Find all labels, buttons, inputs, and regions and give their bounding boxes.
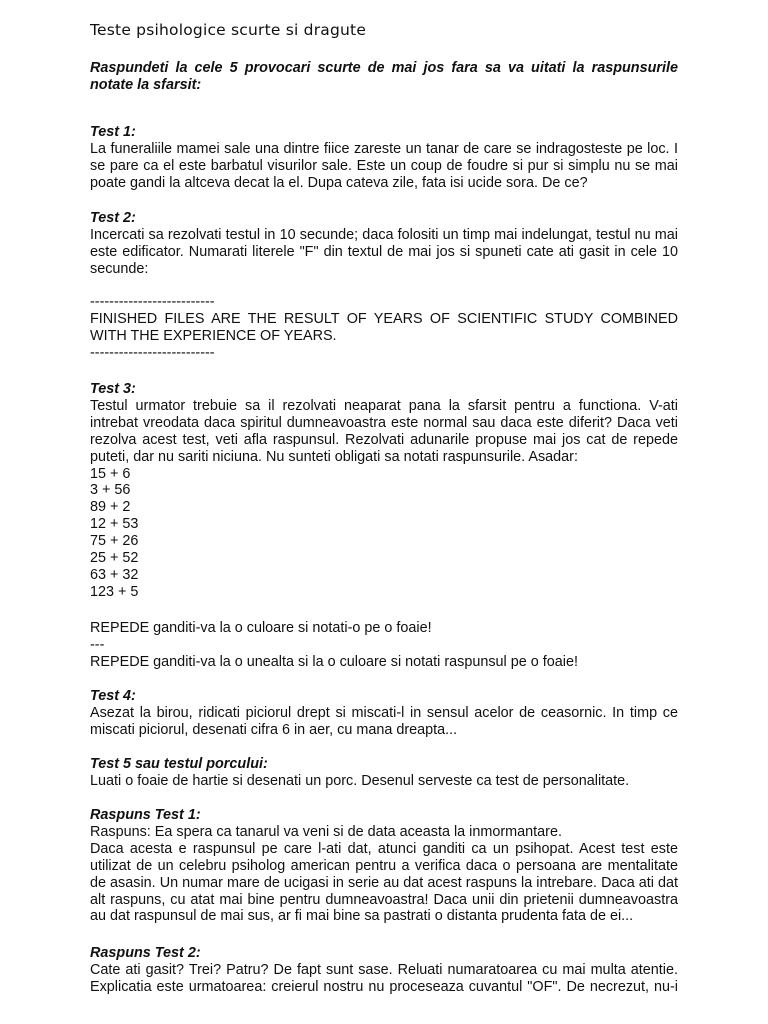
answer-2-section: [90, 945, 678, 996]
instruction-color: REPEDE ganditi-va la o culoare si notati-o pe o foaie!: [90, 620, 432, 636]
sum-item: 75 + 26: [90, 533, 139, 550]
answer-1-line: Raspuns: Ea spera ca tanarul va veni si de data aceasta la inmormantare.: [90, 823, 562, 840]
test-4-text: Asezat la birou, ridicati piciorul drept si miscati-l in sensul acelor de ceasornic. In timp ce miscati piciorul, desenati cifra 6 in aer, cu mana dreapta...: [90, 704, 678, 738]
test-1-section: [90, 124, 678, 192]
answer-1-heading: Raspuns Test 1:: [90, 807, 201, 823]
test-1-text: La funeraliile mamei sale una dintre fiice zareste un tanar de care se indragosteste pe loc. I se pare ca el este barbatul visurilor sale. Este un coup de foudre si pur si simplu nu se mai poate gandi la altceva decat la el. Dupa cateva zile, fata isi ucide sora. De ce?: [90, 140, 678, 191]
quote-line-1: FINISHED FILES ARE THE RESULT OF YEARS OF SCIENTIFIC STUDY COMBINED: [90, 310, 678, 327]
sum-item: 25 + 52: [90, 550, 139, 567]
sum-item: 63 + 32: [90, 566, 139, 583]
test-3-heading: Test 3:: [90, 381, 136, 397]
test-3-text: Testul urmator trebuie sa il rezolvati neaparat pana la sfarsit pentru a functiona. V-ati intrebat vreodata daca spiritul dumneavoastra este normal sau daca este diferit? Daca veti rezolva acest test, veti afla raspunsul. Rezolvati adunarile propuse mai jos cat de repede puteti, dar nu sariti niciuna. Nu sunteti obligati sa notati raspunsurile. Asadar:: [90, 397, 678, 465]
quote-line-2: WITH THE EXPERIENCE OF YEARS.: [90, 327, 337, 344]
test-5-text: Luati o foaie de hartie si desenati un porc. Desenul serveste ca test de personalitate.: [90, 772, 630, 789]
sum-item: 15 + 6: [90, 465, 131, 482]
test-4-section: [90, 688, 678, 739]
answer-1-text: Daca acesta e raspunsul pe care l-ati dat, atunci ganditi ca un psihopat. Acest test este utilizat de un celebru psiholog american pentru a verifica daca o persoana are mentalitate de asasin. Un numar mare de ucigasi in serie au dat acest raspuns la intrebare. Daca ati dat alt raspuns, cu atat mai bine pentru dumneavoastra! Daca unii din prietenii dumneavoastra au dat raspunsul de mai sus, ar fi mai bine sa pastrati o distanta prudenta fata de ei...: [90, 840, 678, 925]
answer-1-section: [90, 807, 678, 925]
divider-bottom: --------------------------: [90, 344, 215, 361]
instruction-tool-color: REPEDE ganditi-va la o unealta si la o culoare si notati raspunsul pe o foaie!: [90, 653, 578, 670]
divider-top: --------------------------: [90, 294, 215, 310]
test-2-heading: Test 2:: [90, 210, 136, 226]
test-2-section: [90, 210, 678, 278]
sum-item: 3 + 56: [90, 482, 131, 499]
test-3-instructions: [90, 620, 678, 671]
document-title: Teste psihologice scurte si dragute: [90, 21, 367, 39]
answer-2-heading: Raspuns Test 2:: [90, 945, 201, 961]
intro-text: Raspundeti la cele 5 provocari scurte de mai jos fara sa va uitati la raspunsurile notate la sfarsit:: [90, 60, 678, 93]
test-4-heading: Test 4:: [90, 688, 136, 704]
answer-2-line-2: Explicatia este urmatoarea: creierul nostru nu proceseaza cuvantul "OF". De necrezut, nu-i: [90, 978, 678, 995]
test-3-section: [90, 381, 678, 601]
test-2-text: Incercati sa rezolvati testul in 10 secunde; daca folositi un timp mai indelungat, testul nu mai este edificator. Numarati literele "F" din textul de mai jos si spuneti cate ati gasit in cele 10 secunde:: [90, 226, 678, 277]
document-page: [90, 0, 678, 1024]
answer-2-line-1: Cate ati gasit? Trei? Patru? De fapt sunt sase. Reluati numaratoarea cu mai multa atentie.: [90, 961, 678, 978]
sum-item: 12 + 53: [90, 516, 139, 533]
test-5-heading: Test 5 sau testul porcului:: [90, 756, 268, 772]
sum-item: 89 + 2: [90, 499, 131, 516]
test-2-quote-block: [90, 294, 678, 362]
test-1-heading: Test 1:: [90, 124, 136, 140]
sum-item: 123 + 5: [90, 583, 139, 600]
test-5-section: [90, 756, 678, 790]
instruction-separator: ---: [90, 636, 105, 653]
